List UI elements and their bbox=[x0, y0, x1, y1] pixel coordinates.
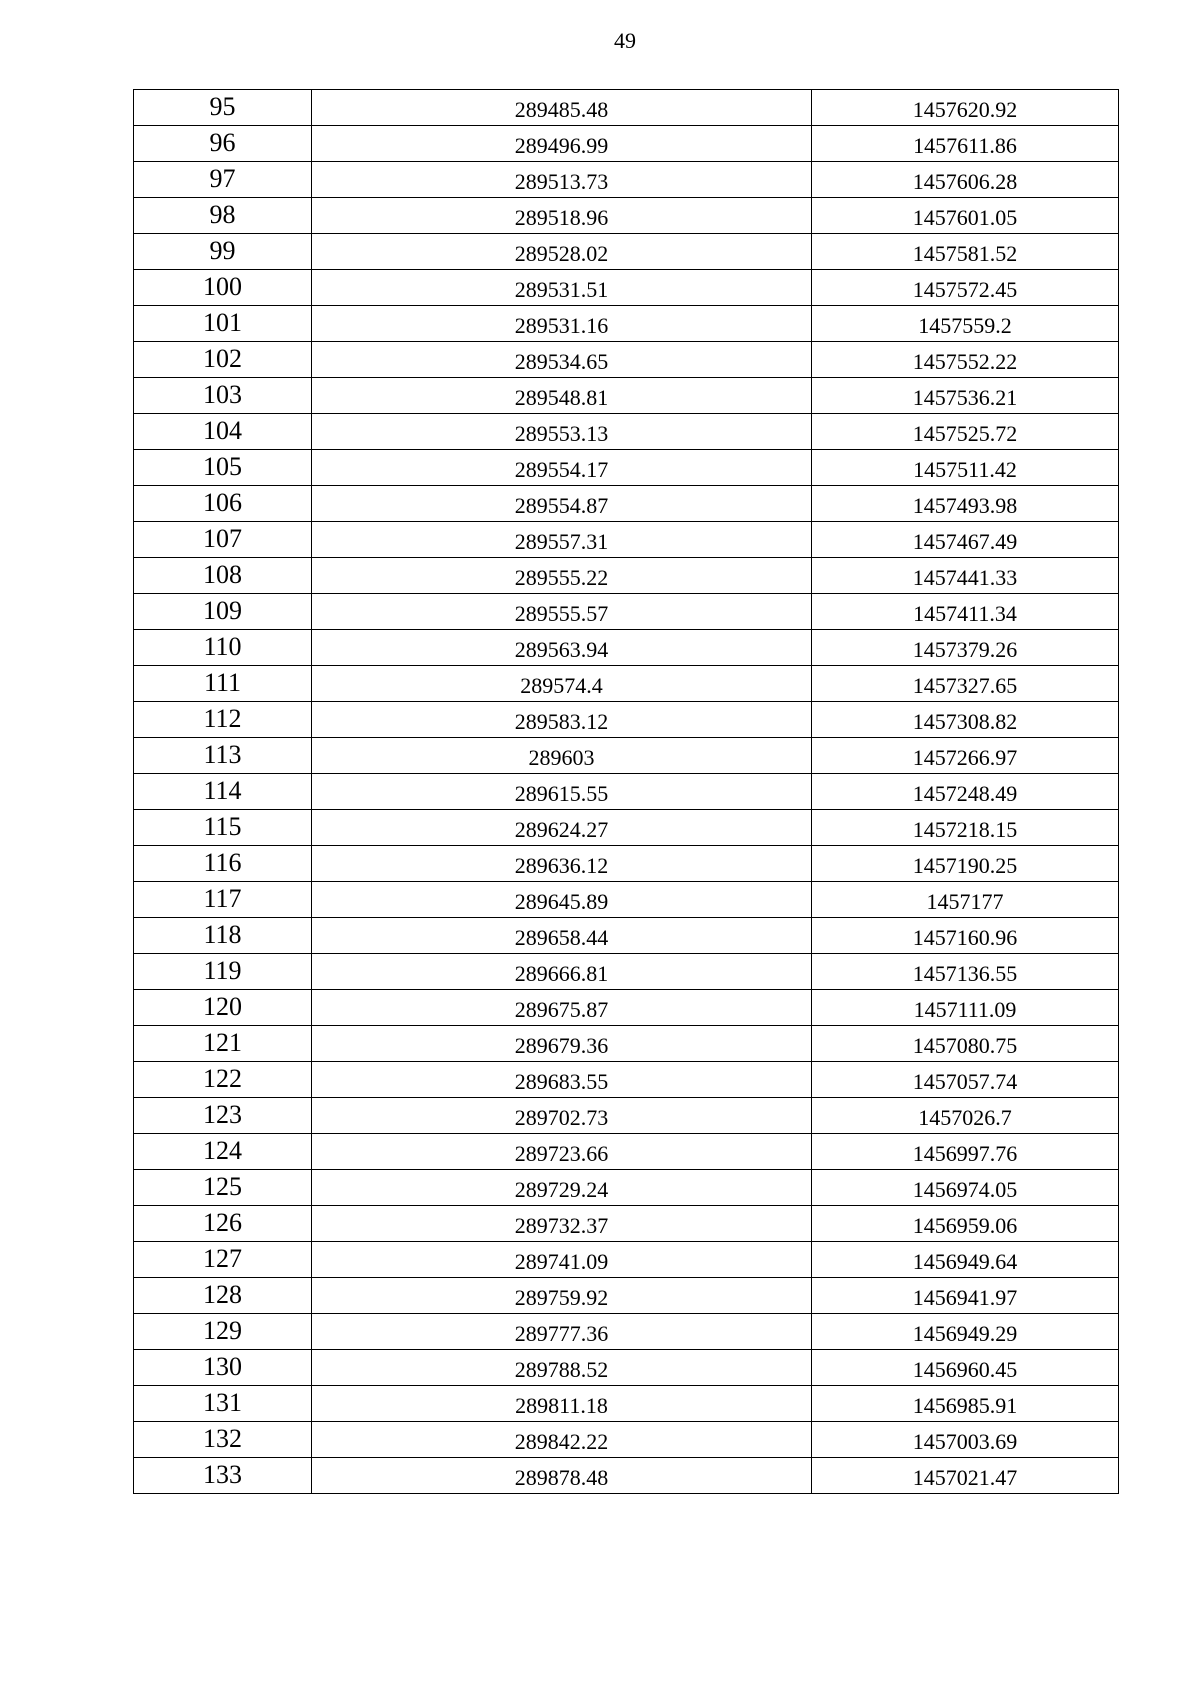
page-number: 49 bbox=[614, 28, 636, 53]
table-row bbox=[134, 1278, 1119, 1314]
x-coordinate-cell: 289679.36 bbox=[312, 1026, 812, 1062]
y-coordinate-cell: 1457003.69 bbox=[812, 1422, 1119, 1458]
y-coordinate-cell: 1457525.72 bbox=[812, 414, 1119, 450]
x-coordinate-cell: 289553.13 bbox=[312, 414, 812, 450]
table-row bbox=[134, 954, 1119, 990]
y-coordinate-cell: 1457248.49 bbox=[812, 774, 1119, 810]
table-row bbox=[134, 234, 1119, 270]
x-coordinate-cell: 289702.73 bbox=[312, 1098, 812, 1134]
table-row bbox=[134, 846, 1119, 882]
table-row bbox=[134, 270, 1119, 306]
y-coordinate-cell: 1457493.98 bbox=[812, 486, 1119, 522]
table-row bbox=[134, 1098, 1119, 1134]
x-coordinate-cell: 289603 bbox=[312, 738, 812, 774]
point-number-cell: 133 bbox=[134, 1458, 312, 1494]
point-number-cell: 120 bbox=[134, 990, 312, 1026]
table-row bbox=[134, 1134, 1119, 1170]
y-coordinate-cell: 1456949.29 bbox=[812, 1314, 1119, 1350]
x-coordinate-cell: 289531.16 bbox=[312, 306, 812, 342]
y-coordinate-cell: 1457266.97 bbox=[812, 738, 1119, 774]
y-coordinate-cell: 1457327.65 bbox=[812, 666, 1119, 702]
table-row bbox=[134, 486, 1119, 522]
x-coordinate-cell: 289574.4 bbox=[312, 666, 812, 702]
y-coordinate-cell: 1457136.55 bbox=[812, 954, 1119, 990]
table-row bbox=[134, 414, 1119, 450]
table-row bbox=[134, 918, 1119, 954]
table-row bbox=[134, 594, 1119, 630]
table-row bbox=[134, 702, 1119, 738]
table-row bbox=[134, 666, 1119, 702]
y-coordinate-cell: 1457411.34 bbox=[812, 594, 1119, 630]
point-number-cell: 124 bbox=[134, 1134, 312, 1170]
y-coordinate-cell: 1457177 bbox=[812, 882, 1119, 918]
point-number-cell: 126 bbox=[134, 1206, 312, 1242]
point-number-cell: 117 bbox=[134, 882, 312, 918]
x-coordinate-cell: 289759.92 bbox=[312, 1278, 812, 1314]
x-coordinate-cell: 289732.37 bbox=[312, 1206, 812, 1242]
table-row bbox=[134, 342, 1119, 378]
x-coordinate-cell: 289615.55 bbox=[312, 774, 812, 810]
point-number-cell: 104 bbox=[134, 414, 312, 450]
table-row bbox=[134, 522, 1119, 558]
table-row bbox=[134, 162, 1119, 198]
y-coordinate-cell: 1457021.47 bbox=[812, 1458, 1119, 1494]
y-coordinate-cell: 1456985.91 bbox=[812, 1386, 1119, 1422]
point-number-cell: 96 bbox=[134, 126, 312, 162]
x-coordinate-cell: 289528.02 bbox=[312, 234, 812, 270]
y-coordinate-cell: 1456949.64 bbox=[812, 1242, 1119, 1278]
point-number-cell: 112 bbox=[134, 702, 312, 738]
point-number-cell: 101 bbox=[134, 306, 312, 342]
y-coordinate-cell: 1457026.7 bbox=[812, 1098, 1119, 1134]
x-coordinate-cell: 289658.44 bbox=[312, 918, 812, 954]
table-row bbox=[134, 1026, 1119, 1062]
point-number-cell: 115 bbox=[134, 810, 312, 846]
point-number-cell: 118 bbox=[134, 918, 312, 954]
x-coordinate-cell: 289555.22 bbox=[312, 558, 812, 594]
x-coordinate-cell: 289683.55 bbox=[312, 1062, 812, 1098]
y-coordinate-cell: 1457379.26 bbox=[812, 630, 1119, 666]
table-row bbox=[134, 810, 1119, 846]
table-row bbox=[134, 630, 1119, 666]
table-row bbox=[134, 1350, 1119, 1386]
point-number-cell: 121 bbox=[134, 1026, 312, 1062]
point-number-cell: 131 bbox=[134, 1386, 312, 1422]
point-number-cell: 98 bbox=[134, 198, 312, 234]
point-number-cell: 125 bbox=[134, 1170, 312, 1206]
table-row bbox=[134, 378, 1119, 414]
x-coordinate-cell: 289554.87 bbox=[312, 486, 812, 522]
y-coordinate-cell: 1457057.74 bbox=[812, 1062, 1119, 1098]
point-number-cell: 99 bbox=[134, 234, 312, 270]
x-coordinate-cell: 289485.48 bbox=[312, 90, 812, 126]
y-coordinate-cell: 1456941.97 bbox=[812, 1278, 1119, 1314]
x-coordinate-cell: 289878.48 bbox=[312, 1458, 812, 1494]
x-coordinate-cell: 289666.81 bbox=[312, 954, 812, 990]
table-row bbox=[134, 774, 1119, 810]
y-coordinate-cell: 1456960.45 bbox=[812, 1350, 1119, 1386]
x-coordinate-cell: 289624.27 bbox=[312, 810, 812, 846]
table-row bbox=[134, 1314, 1119, 1350]
y-coordinate-cell: 1457552.22 bbox=[812, 342, 1119, 378]
x-coordinate-cell: 289518.96 bbox=[312, 198, 812, 234]
x-coordinate-cell: 289645.89 bbox=[312, 882, 812, 918]
y-coordinate-cell: 1457559.2 bbox=[812, 306, 1119, 342]
point-number-cell: 119 bbox=[134, 954, 312, 990]
point-number-cell: 108 bbox=[134, 558, 312, 594]
y-coordinate-cell: 1457190.25 bbox=[812, 846, 1119, 882]
table-row bbox=[134, 1062, 1119, 1098]
x-coordinate-cell: 289788.52 bbox=[312, 1350, 812, 1386]
point-number-cell: 132 bbox=[134, 1422, 312, 1458]
y-coordinate-cell: 1457308.82 bbox=[812, 702, 1119, 738]
x-coordinate-cell: 289548.81 bbox=[312, 378, 812, 414]
x-coordinate-cell: 289513.73 bbox=[312, 162, 812, 198]
coordinate-table-body bbox=[134, 90, 1119, 1494]
y-coordinate-cell: 1457160.96 bbox=[812, 918, 1119, 954]
x-coordinate-cell: 289729.24 bbox=[312, 1170, 812, 1206]
coordinate-table bbox=[133, 89, 1119, 1494]
point-number-cell: 128 bbox=[134, 1278, 312, 1314]
table-row bbox=[134, 1170, 1119, 1206]
point-number-cell: 110 bbox=[134, 630, 312, 666]
point-number-cell: 122 bbox=[134, 1062, 312, 1098]
x-coordinate-cell: 289741.09 bbox=[312, 1242, 812, 1278]
x-coordinate-cell: 289563.94 bbox=[312, 630, 812, 666]
point-number-cell: 114 bbox=[134, 774, 312, 810]
y-coordinate-cell: 1456997.76 bbox=[812, 1134, 1119, 1170]
x-coordinate-cell: 289583.12 bbox=[312, 702, 812, 738]
x-coordinate-cell: 289811.18 bbox=[312, 1386, 812, 1422]
table-row bbox=[134, 1458, 1119, 1494]
x-coordinate-cell: 289777.36 bbox=[312, 1314, 812, 1350]
point-number-cell: 107 bbox=[134, 522, 312, 558]
point-number-cell: 127 bbox=[134, 1242, 312, 1278]
x-coordinate-cell: 289554.17 bbox=[312, 450, 812, 486]
point-number-cell: 129 bbox=[134, 1314, 312, 1350]
point-number-cell: 111 bbox=[134, 666, 312, 702]
point-number-cell: 106 bbox=[134, 486, 312, 522]
y-coordinate-cell: 1457581.52 bbox=[812, 234, 1119, 270]
table-row bbox=[134, 1206, 1119, 1242]
x-coordinate-cell: 289531.51 bbox=[312, 270, 812, 306]
y-coordinate-cell: 1457467.49 bbox=[812, 522, 1119, 558]
point-number-cell: 100 bbox=[134, 270, 312, 306]
point-number-cell: 123 bbox=[134, 1098, 312, 1134]
y-coordinate-cell: 1457601.05 bbox=[812, 198, 1119, 234]
y-coordinate-cell: 1457441.33 bbox=[812, 558, 1119, 594]
x-coordinate-cell: 289555.57 bbox=[312, 594, 812, 630]
y-coordinate-cell: 1457536.21 bbox=[812, 378, 1119, 414]
table-row bbox=[134, 450, 1119, 486]
x-coordinate-cell: 289496.99 bbox=[312, 126, 812, 162]
table-row bbox=[134, 1386, 1119, 1422]
point-number-cell: 130 bbox=[134, 1350, 312, 1386]
table-row bbox=[134, 1422, 1119, 1458]
y-coordinate-cell: 1457611.86 bbox=[812, 126, 1119, 162]
point-number-cell: 109 bbox=[134, 594, 312, 630]
table-row bbox=[134, 90, 1119, 126]
y-coordinate-cell: 1456959.06 bbox=[812, 1206, 1119, 1242]
y-coordinate-cell: 1457572.45 bbox=[812, 270, 1119, 306]
point-number-cell: 105 bbox=[134, 450, 312, 486]
y-coordinate-cell: 1457111.09 bbox=[812, 990, 1119, 1026]
point-number-cell: 97 bbox=[134, 162, 312, 198]
table-row bbox=[134, 126, 1119, 162]
table-row bbox=[134, 882, 1119, 918]
point-number-cell: 116 bbox=[134, 846, 312, 882]
y-coordinate-cell: 1457218.15 bbox=[812, 810, 1119, 846]
point-number-cell: 95 bbox=[134, 90, 312, 126]
x-coordinate-cell: 289675.87 bbox=[312, 990, 812, 1026]
point-number-cell: 102 bbox=[134, 342, 312, 378]
table-row bbox=[134, 558, 1119, 594]
x-coordinate-cell: 289534.65 bbox=[312, 342, 812, 378]
x-coordinate-cell: 289636.12 bbox=[312, 846, 812, 882]
y-coordinate-cell: 1457080.75 bbox=[812, 1026, 1119, 1062]
point-number-cell: 103 bbox=[134, 378, 312, 414]
table-row bbox=[134, 1242, 1119, 1278]
y-coordinate-cell: 1457620.92 bbox=[812, 90, 1119, 126]
table-row bbox=[134, 990, 1119, 1026]
x-coordinate-cell: 289557.31 bbox=[312, 522, 812, 558]
y-coordinate-cell: 1456974.05 bbox=[812, 1170, 1119, 1206]
x-coordinate-cell: 289723.66 bbox=[312, 1134, 812, 1170]
y-coordinate-cell: 1457606.28 bbox=[812, 162, 1119, 198]
x-coordinate-cell: 289842.22 bbox=[312, 1422, 812, 1458]
table-row bbox=[134, 738, 1119, 774]
point-number-cell: 113 bbox=[134, 738, 312, 774]
y-coordinate-cell: 1457511.42 bbox=[812, 450, 1119, 486]
table-row bbox=[134, 306, 1119, 342]
table-row bbox=[134, 198, 1119, 234]
